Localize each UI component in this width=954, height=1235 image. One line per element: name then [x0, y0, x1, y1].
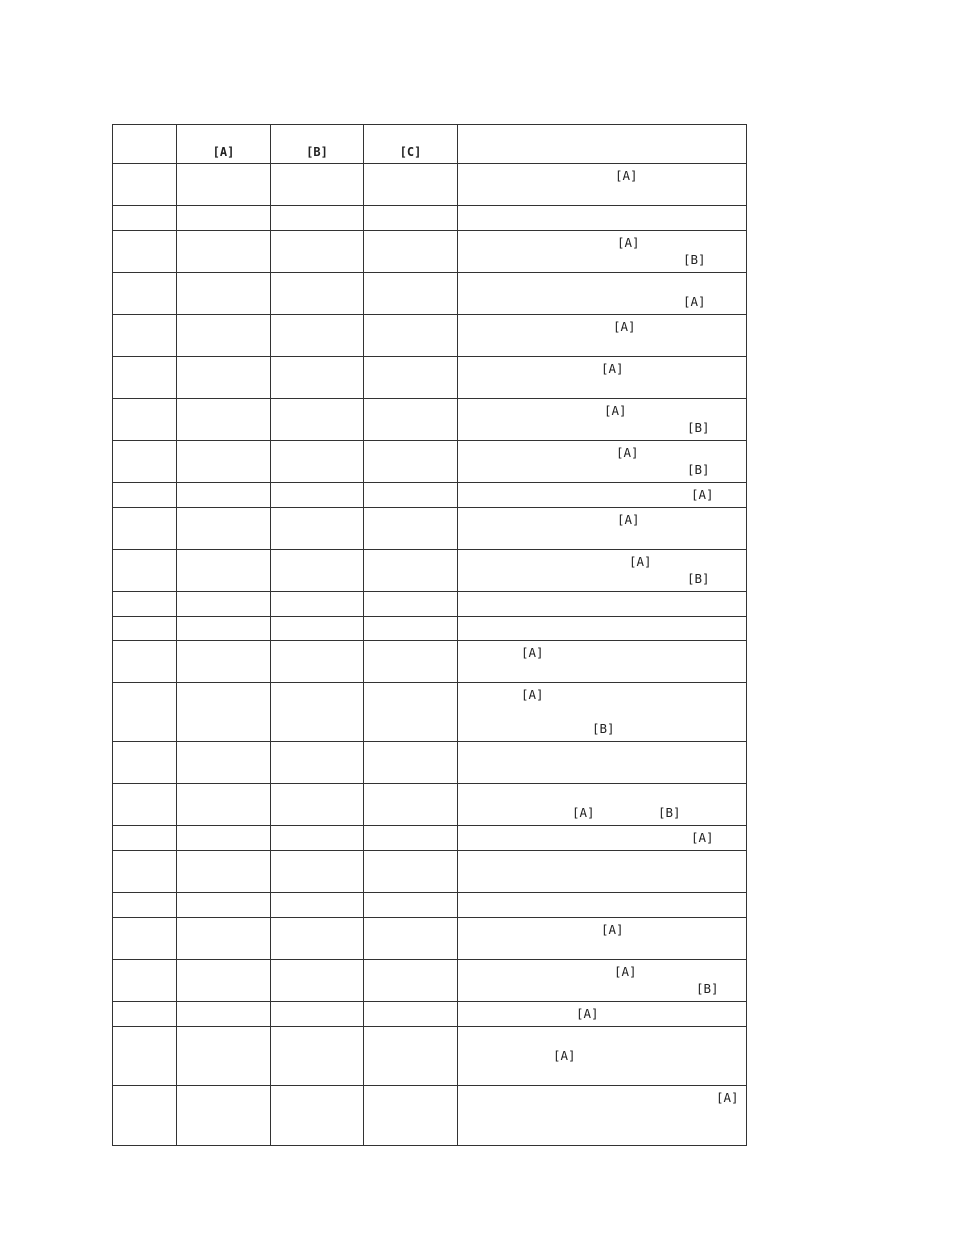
table-row: [113, 483, 747, 508]
col-b-cell: [271, 617, 364, 641]
col-a-cell: [177, 231, 271, 273]
col-a-cell: [177, 742, 271, 784]
col-c-cell: [364, 273, 458, 315]
table-row: [113, 550, 747, 592]
col-b-cell: [271, 742, 364, 784]
col-a-cell: [177, 683, 271, 742]
col-b-cell: [271, 1002, 364, 1027]
col-c-cell: [364, 683, 458, 742]
reference-mark: [A]: [572, 805, 595, 820]
row-label-cell: [113, 784, 177, 826]
col-a-cell: [177, 960, 271, 1002]
col-a-cell: [177, 441, 271, 483]
col-a-cell: [177, 1027, 271, 1086]
col-b-cell: [271, 1027, 364, 1086]
row-label-cell: [113, 273, 177, 315]
reference-mark: [A]: [601, 361, 624, 376]
col-a-cell: [177, 784, 271, 826]
col-c-cell: [364, 826, 458, 851]
table-row: [113, 851, 747, 893]
row-label-cell: [113, 164, 177, 206]
reference-mark: [A]: [617, 235, 640, 250]
table-row: [113, 826, 747, 851]
table-row: [113, 641, 747, 683]
header-row: [113, 125, 747, 164]
col-c-cell: [364, 918, 458, 960]
table-row: [113, 206, 747, 231]
notes-cell: [458, 592, 747, 617]
reference-mark: [A]: [629, 554, 652, 569]
reference-mark: [A]: [521, 645, 544, 660]
col-c-cell: [364, 550, 458, 592]
row-label-cell: [113, 1002, 177, 1027]
reference-table: [112, 124, 747, 1146]
col-a-cell: [177, 1002, 271, 1027]
col-a-cell: [177, 826, 271, 851]
row-label-cell: [113, 550, 177, 592]
col-a-cell: [177, 617, 271, 641]
col-c-cell: [364, 164, 458, 206]
reference-mark: [A]: [601, 922, 624, 937]
col-c-cell: [364, 1027, 458, 1086]
col-b-cell: [271, 164, 364, 206]
col-c-cell: [364, 784, 458, 826]
col-a-cell: [177, 893, 271, 918]
row-label-cell: [113, 315, 177, 357]
row-label-cell: [113, 231, 177, 273]
col-c-cell: [364, 206, 458, 231]
col-b-cell: [271, 893, 364, 918]
row-label-cell: [113, 918, 177, 960]
col-c-cell: [364, 1002, 458, 1027]
col-b-cell: [271, 441, 364, 483]
header-col-a: [A]: [177, 125, 271, 164]
notes-cell: [458, 273, 747, 315]
row-label-cell: [113, 641, 177, 683]
col-c-cell: [364, 960, 458, 1002]
col-c-cell: [364, 851, 458, 893]
col-c-cell: [364, 357, 458, 399]
col-c-cell: [364, 441, 458, 483]
table-row: [113, 315, 747, 357]
reference-mark: [B]: [687, 571, 710, 586]
table-row: [113, 399, 747, 441]
notes-cell: [458, 918, 747, 960]
reference-mark: [A]: [615, 168, 638, 183]
reference-mark: [B]: [658, 805, 681, 820]
col-b-cell: [271, 592, 364, 617]
notes-cell: [458, 960, 747, 1002]
col-b-cell: [271, 508, 364, 550]
col-a-cell: [177, 357, 271, 399]
notes-cell: [458, 641, 747, 683]
table-row: [113, 683, 747, 742]
row-label-cell: [113, 742, 177, 784]
header-col-b: [B]: [271, 125, 364, 164]
col-a-cell: [177, 315, 271, 357]
reference-mark: [A]: [613, 319, 636, 334]
row-label-cell: [113, 960, 177, 1002]
col-b-cell: [271, 357, 364, 399]
reference-mark: [A]: [691, 830, 714, 845]
col-b-cell: [271, 851, 364, 893]
col-a-cell: [177, 1086, 271, 1146]
col-a-cell: [177, 592, 271, 617]
col-c-cell: [364, 483, 458, 508]
notes-cell: [458, 315, 747, 357]
col-c-cell: [364, 508, 458, 550]
table-row: [113, 164, 747, 206]
col-c-cell: [364, 893, 458, 918]
col-b-cell: [271, 550, 364, 592]
table-row: [113, 1002, 747, 1027]
table-row: [113, 784, 747, 826]
table-row: [113, 893, 747, 918]
table-row: [113, 960, 747, 1002]
row-label-cell: [113, 206, 177, 231]
col-a-cell: [177, 399, 271, 441]
reference-mark: [B]: [592, 721, 615, 736]
col-b-cell: [271, 483, 364, 508]
reference-mark: [B]: [687, 420, 710, 435]
col-a-cell: [177, 273, 271, 315]
row-label-cell: [113, 851, 177, 893]
col-c-cell: [364, 399, 458, 441]
col-b-cell: [271, 918, 364, 960]
col-b-cell: [271, 231, 364, 273]
table-row: [113, 742, 747, 784]
notes-cell: [458, 742, 747, 784]
reference-mark: [B]: [696, 981, 719, 996]
col-a-cell: [177, 483, 271, 508]
row-label-cell: [113, 826, 177, 851]
reference-mark: [A]: [604, 403, 627, 418]
reference-mark: [A]: [617, 512, 640, 527]
table-row: [113, 357, 747, 399]
col-c-cell: [364, 231, 458, 273]
notes-cell: [458, 893, 747, 918]
notes-cell: [458, 550, 747, 592]
col-c-cell: [364, 617, 458, 641]
col-b-cell: [271, 315, 364, 357]
row-label-cell: [113, 483, 177, 508]
table-row: [113, 592, 747, 617]
table-row: [113, 231, 747, 273]
reference-mark: [A]: [691, 487, 714, 502]
notes-cell: [458, 231, 747, 273]
notes-cell: [458, 441, 747, 483]
col-b-cell: [271, 784, 364, 826]
notes-cell: [458, 399, 747, 441]
reference-mark: [B]: [687, 462, 710, 477]
notes-cell: [458, 826, 747, 851]
row-label-cell: [113, 1086, 177, 1146]
notes-cell: [458, 1086, 747, 1146]
row-label-cell: [113, 441, 177, 483]
row-label-cell: [113, 592, 177, 617]
col-b-cell: [271, 206, 364, 231]
col-b-cell: [271, 683, 364, 742]
col-a-cell: [177, 918, 271, 960]
col-a-cell: [177, 164, 271, 206]
notes-cell: [458, 206, 747, 231]
reference-mark: [A]: [614, 964, 637, 979]
reference-mark: [A]: [716, 1090, 739, 1105]
reference-mark: [A]: [553, 1048, 576, 1063]
row-label-cell: [113, 508, 177, 550]
col-a-cell: [177, 851, 271, 893]
table-row: [113, 1086, 747, 1146]
notes-cell: [458, 851, 747, 893]
col-b-cell: [271, 399, 364, 441]
row-label-cell: [113, 357, 177, 399]
reference-mark: [B]: [683, 252, 706, 267]
row-label-cell: [113, 399, 177, 441]
col-c-cell: [364, 641, 458, 683]
col-a-cell: [177, 550, 271, 592]
notes-cell: [458, 683, 747, 742]
table-row: [113, 1027, 747, 1086]
col-c-cell: [364, 742, 458, 784]
notes-cell: [458, 164, 747, 206]
notes-cell: [458, 357, 747, 399]
col-c-cell: [364, 592, 458, 617]
table-row: [113, 441, 747, 483]
col-b-cell: [271, 826, 364, 851]
table-row: [113, 617, 747, 641]
table-row: [113, 918, 747, 960]
row-label-cell: [113, 617, 177, 641]
header-blank: [113, 125, 177, 164]
row-label-cell: [113, 683, 177, 742]
reference-mark: [A]: [683, 294, 706, 309]
notes-cell: [458, 483, 747, 508]
reference-mark: [A]: [616, 445, 639, 460]
row-label-cell: [113, 893, 177, 918]
header-col-c: [C]: [364, 125, 458, 164]
table-row: [113, 508, 747, 550]
col-b-cell: [271, 273, 364, 315]
notes-cell: [458, 784, 747, 826]
col-a-cell: [177, 206, 271, 231]
notes-cell: [458, 617, 747, 641]
col-c-cell: [364, 1086, 458, 1146]
table-row: [113, 273, 747, 315]
col-a-cell: [177, 641, 271, 683]
row-label-cell: [113, 1027, 177, 1086]
col-a-cell: [177, 508, 271, 550]
col-b-cell: [271, 641, 364, 683]
col-b-cell: [271, 960, 364, 1002]
col-c-cell: [364, 315, 458, 357]
col-b-cell: [271, 1086, 364, 1146]
header-notes: [458, 125, 747, 164]
reference-mark: [A]: [576, 1006, 599, 1021]
notes-cell: [458, 1002, 747, 1027]
reference-mark: [A]: [521, 687, 544, 702]
notes-cell: [458, 508, 747, 550]
notes-cell: [458, 1027, 747, 1086]
